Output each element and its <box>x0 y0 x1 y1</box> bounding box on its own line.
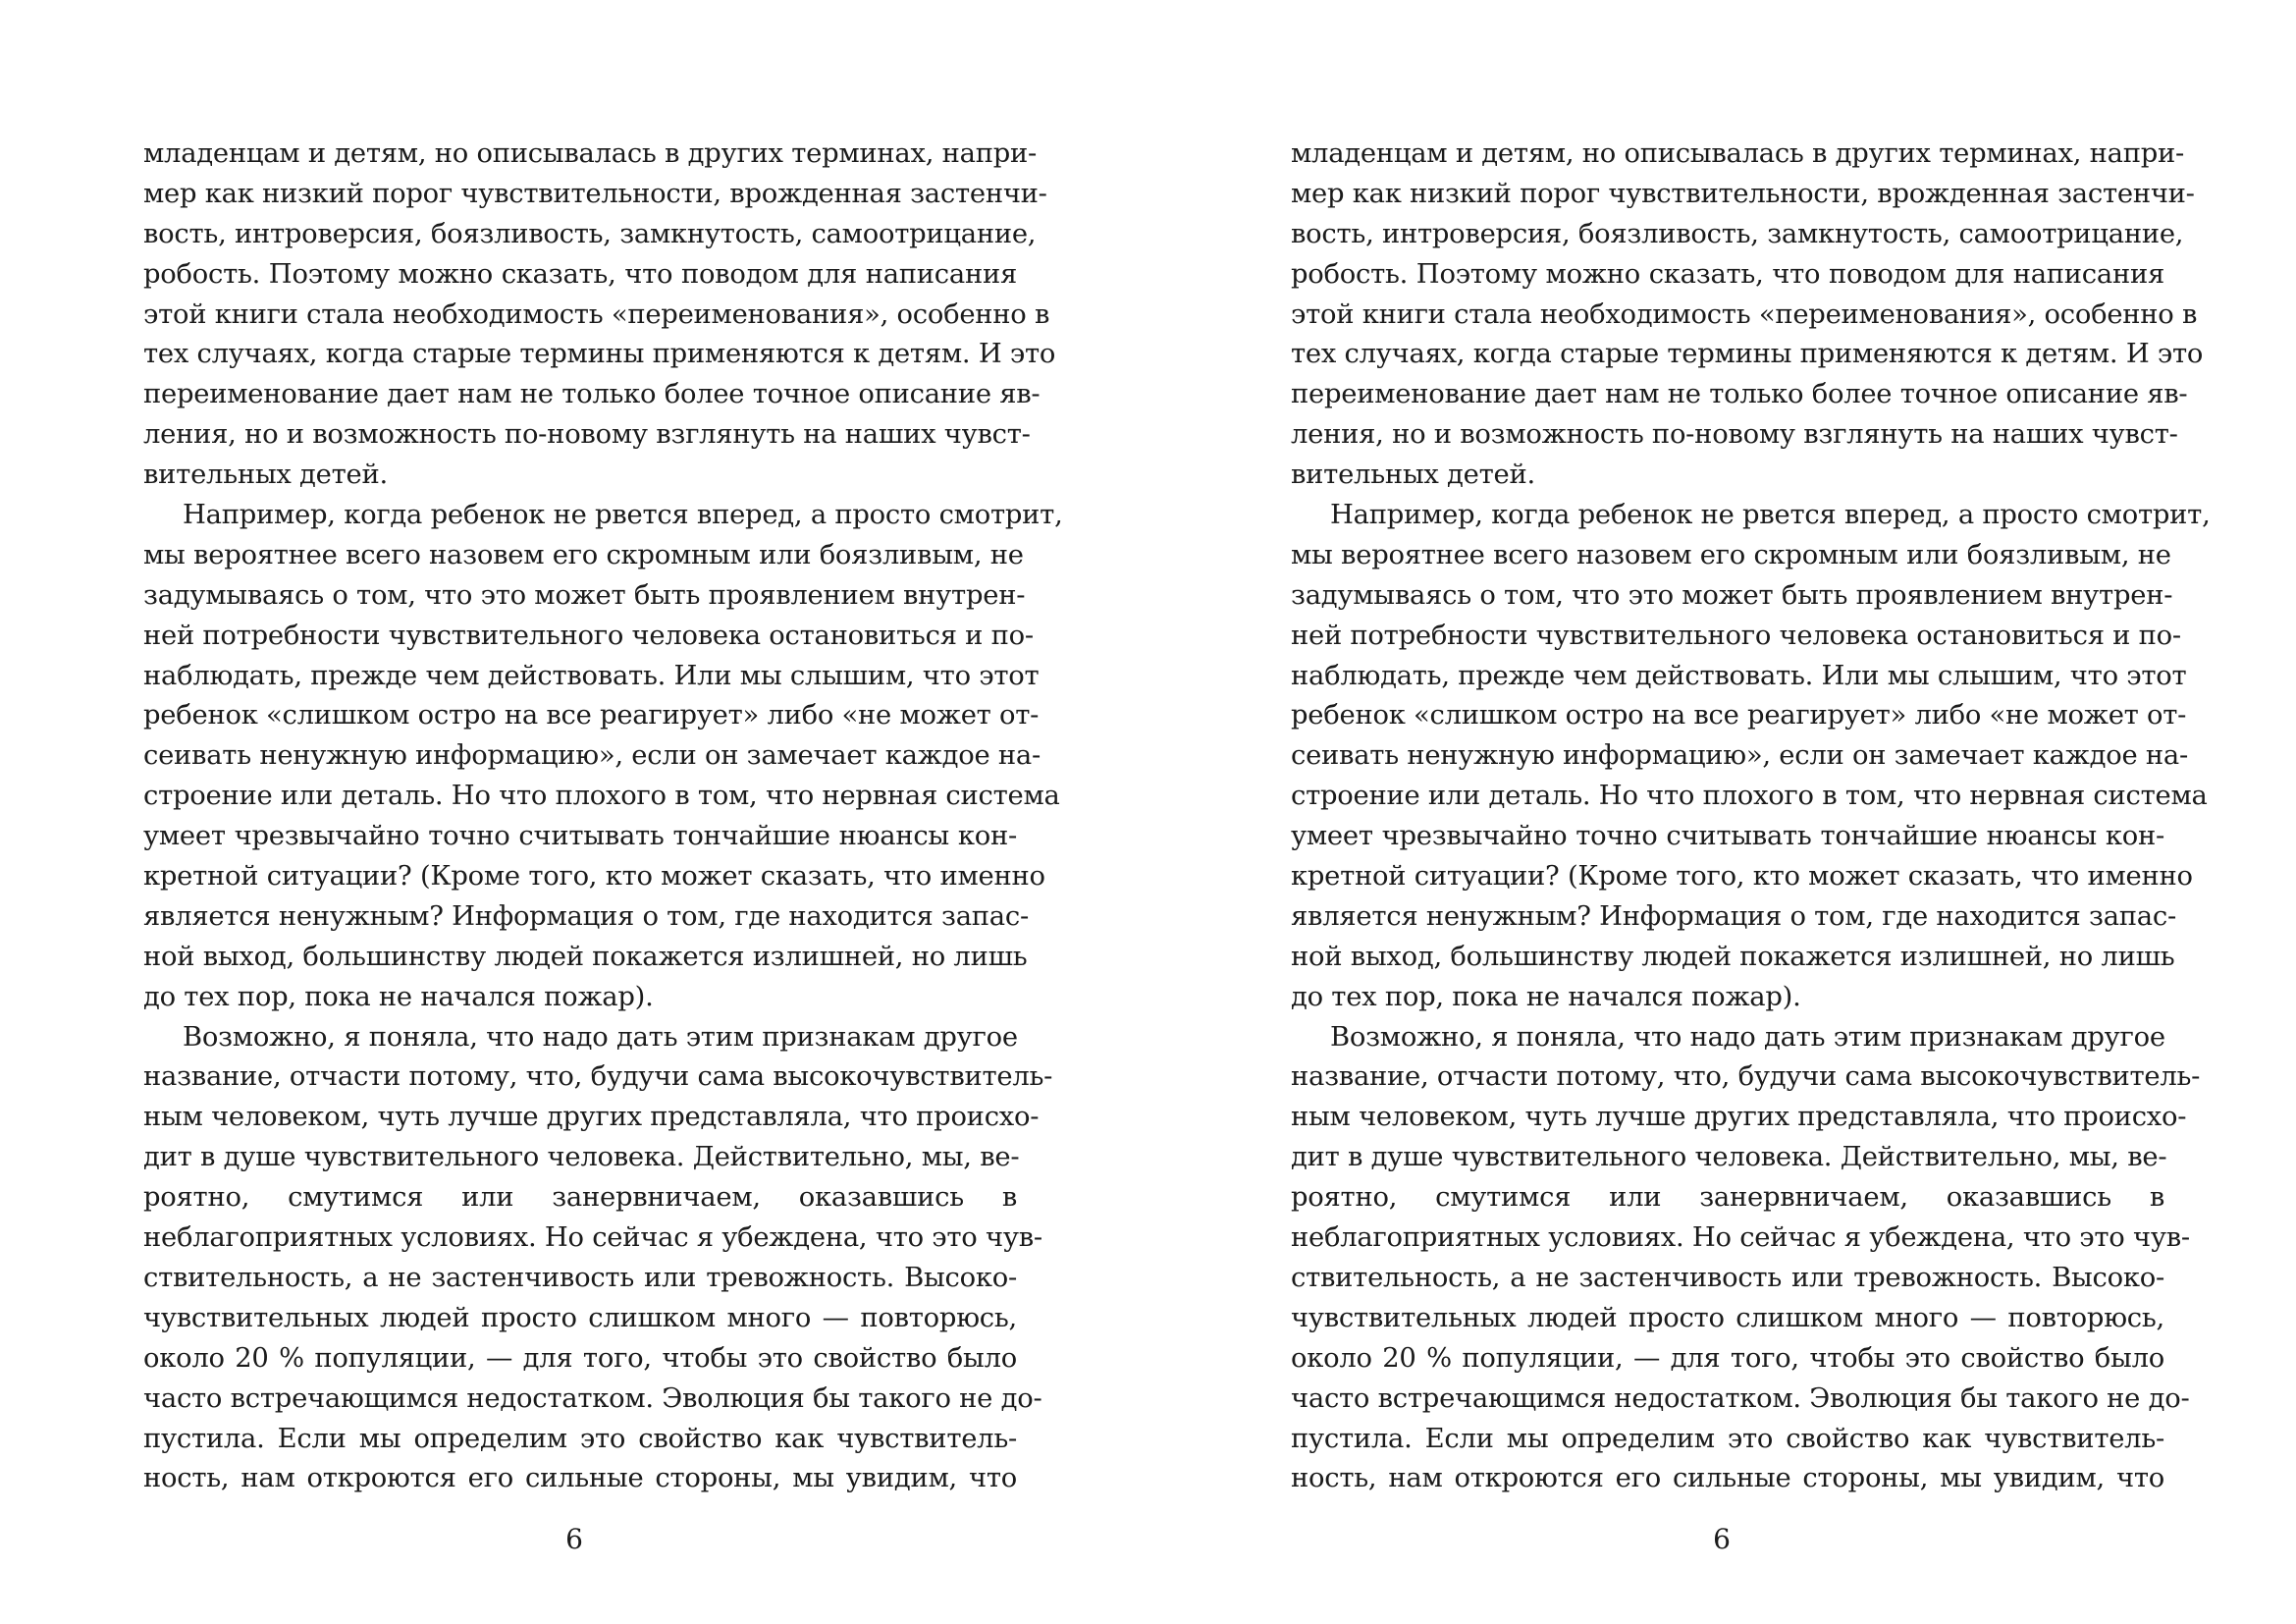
text-line: до тех пор, пока не начался пожар). <box>143 981 654 1012</box>
text-line: ствительность, а не застенчивость или тревожность. Высоко- <box>143 1262 1017 1293</box>
text-line: переименование дает нам не только более точное описание яв- <box>1291 379 2188 410</box>
text-line: пустила. Если мы определим это свойство как чувствитель- <box>143 1423 1017 1454</box>
text-line: Возможно, я поняла, что надо дать этим признакам другое <box>183 1021 1018 1053</box>
text-line: чувствительных людей просто слишком много — повторюсь, <box>143 1302 1017 1333</box>
text-line: кретной ситуации? (Кроме того, кто может сказать, что именно <box>1291 861 2193 893</box>
text-line: ствительность, а не застенчивость или тревожность. Высоко- <box>1291 1262 2164 1293</box>
text-line: задумываясь о том, что это может быть проявлением внутрен- <box>1291 579 2173 611</box>
text-line: ней потребности чувствительного человека остановиться и по- <box>1291 620 2181 651</box>
text-line: Например, когда ребенок не рвется вперед, а просто смотрит, <box>1330 500 2211 531</box>
text-line: наблюдать, прежде чем действовать. Или мы слышим, что этот <box>143 660 1040 691</box>
text-line: умеет чрезвычайно точно считывать тончайшие нюансы кон- <box>143 821 1017 852</box>
text-line: ней потребности чувствительного человека остановиться и по- <box>143 620 1034 651</box>
text-line: ным человеком, чуть лучше других представляла, что происхо- <box>143 1102 1040 1133</box>
text-line: Возможно, я поняла, что надо дать этим признакам другое <box>1330 1021 2165 1053</box>
text-line: тех случаях, когда старые термины применяются к детям. И это <box>1291 339 2204 370</box>
text-line: ность, нам откроются его сильные стороны, мы увидим, что <box>1291 1463 2164 1494</box>
text-line: ной выход, большинству людей покажется излишней, но лишь <box>143 941 1028 972</box>
text-line: умеет чрезвычайно точно считывать тончайшие нюансы кон- <box>1291 821 2164 852</box>
text-line: сеивать ненужную информацию», если он замечает каждое на- <box>143 740 1041 772</box>
page-number: 6 <box>1713 1523 1731 1555</box>
text-line: до тех пор, пока не начался пожар). <box>1291 981 1801 1012</box>
text-line: ления, но и возможность по-новому взглянуть на наших чувст- <box>143 419 1031 451</box>
text-line: робость. Поэтому можно сказать, что поводом для написания <box>143 258 1017 290</box>
text-line: часто встречающимся недостатком. Эволюция бы такого не до- <box>1291 1382 2190 1414</box>
text-line: младенцам и детям, но описывалась в других терминах, напри- <box>143 138 1037 169</box>
text-line: чувствительных людей просто слишком много — повторюсь, <box>1291 1302 2164 1333</box>
text-line: строение или деталь. Но что плохого в том, что нервная система <box>143 781 1060 812</box>
right-page <box>1148 0 2296 1624</box>
text-line: пустила. Если мы определим это свойство как чувствитель- <box>1291 1423 2164 1454</box>
text-line: роятно, смутимся или занервничаем, оказавшись в <box>143 1182 1017 1214</box>
text-line: ребенок «слишком остро на все реагирует» либо «не может от- <box>1291 700 2187 731</box>
text-line: мер как низкий порог чувствительности, врожденная застенчи- <box>143 178 1047 209</box>
text-line: вительных детей. <box>143 460 388 491</box>
text-line: часто встречающимся недостатком. Эволюция бы такого не до- <box>143 1382 1042 1414</box>
text-line: название, отчасти потому, что, будучи сама высокочувствитель- <box>1291 1061 2201 1093</box>
text-line: около 20 % популяции, — для того, чтобы это свойство было <box>143 1342 1017 1374</box>
text-line: строение или деталь. Но что плохого в том, что нервная система <box>1291 781 2208 812</box>
text-line: ления, но и возможность по-новому взглянуть на наших чувст- <box>1291 419 2178 451</box>
text-line: наблюдать, прежде чем действовать. Или мы слышим, что этот <box>1291 660 2187 691</box>
text-line: дит в душе чувствительного человека. Действительно, мы, ве- <box>1291 1142 2167 1173</box>
text-line: Например, когда ребенок не рвется вперед, а просто смотрит, <box>183 500 1063 531</box>
text-line: неблагоприятных условиях. Но сейчас я убеждена, что это чув- <box>1291 1222 2190 1254</box>
text-line: около 20 % популяции, — для того, чтобы это свойство было <box>1291 1342 2164 1374</box>
text-line: робость. Поэтому можно сказать, что поводом для написания <box>1291 258 2164 290</box>
text-line: этой книги стала необходимость «переименования», особенно в <box>1291 298 2198 330</box>
text-line: ность, нам откроются его сильные стороны, мы увидим, что <box>143 1463 1017 1494</box>
text-line: является ненужным? Информация о том, где находится запас- <box>1291 900 2176 932</box>
text-line: сеивать ненужную информацию», если он замечает каждое на- <box>1291 740 2188 772</box>
text-line: тех случаях, когда старые термины применяются к детям. И это <box>143 339 1056 370</box>
text-line: этой книги стала необходимость «переименования», особенно в <box>143 298 1050 330</box>
left-page-text <box>143 135 1063 1499</box>
text-line: является ненужным? Информация о том, где находится запас- <box>143 900 1029 932</box>
page-number: 6 <box>565 1523 583 1555</box>
text-line: ным человеком, чуть лучше других представляла, что происхо- <box>1291 1102 2187 1133</box>
text-line: дит в душе чувствительного человека. Действительно, мы, ве- <box>143 1142 1020 1173</box>
text-line: неблагоприятных условиях. Но сейчас я убеждена, что это чув- <box>143 1222 1042 1254</box>
text-line: ребенок «слишком остро на все реагирует» либо «не может от- <box>143 700 1040 731</box>
text-line: вость, интроверсия, боязливость, замкнутость, самоотрицание, <box>1291 218 2184 249</box>
text-line: роятно, смутимся или занервничаем, оказавшись в <box>1291 1182 2164 1214</box>
text-line: младенцам и детям, но описывалась в других терминах, напри- <box>1291 138 2184 169</box>
text-line: задумываясь о том, что это может быть проявлением внутрен- <box>143 579 1026 611</box>
right-page-text <box>1291 135 2211 1499</box>
text-line: вость, интроверсия, боязливость, замкнутость, самоотрицание, <box>143 218 1037 249</box>
text-line: переименование дает нам не только более точное описание яв- <box>143 379 1041 410</box>
text-line: название, отчасти потому, что, будучи сама высокочувствитель- <box>143 1061 1053 1093</box>
text-line: мер как низкий порог чувствительности, врожденная застенчи- <box>1291 178 2195 209</box>
text-line: мы вероятнее всего назовем его скромным или боязливым, не <box>1291 539 2171 570</box>
text-line: вительных детей. <box>1291 460 1535 491</box>
text-line: мы вероятнее всего назовем его скромным или боязливым, не <box>143 539 1024 570</box>
text-line: ной выход, большинству людей покажется излишней, но лишь <box>1291 941 2175 972</box>
text-line: кретной ситуации? (Кроме того, кто может сказать, что именно <box>143 861 1045 893</box>
